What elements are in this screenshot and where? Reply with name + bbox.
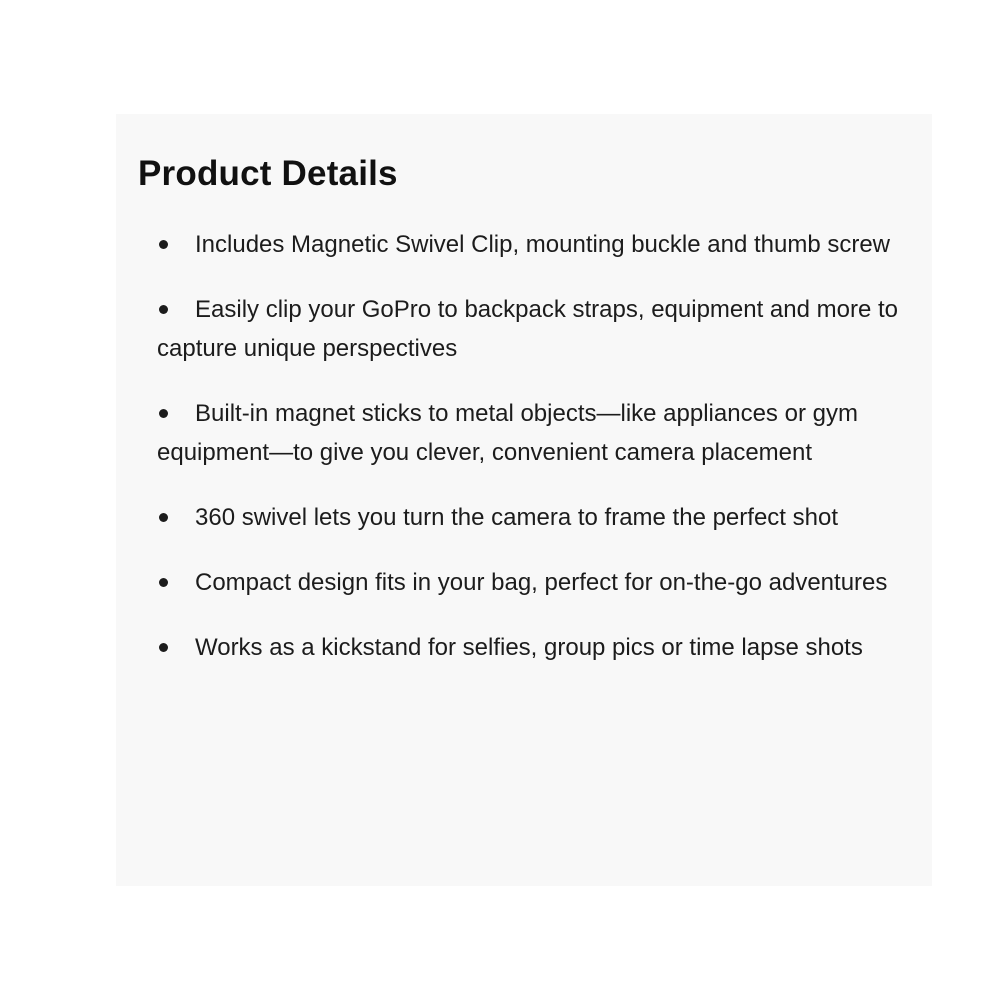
list-item-text: 360 swivel lets you turn the camera to frame the perfect shot — [195, 504, 838, 531]
list-item — [157, 563, 917, 602]
product-details-list — [157, 225, 917, 693]
list-item-text: Includes Magnetic Swivel Clip, mounting buckle and thumb screw — [195, 231, 891, 258]
list-item — [157, 498, 917, 537]
bullet-dot-icon — [159, 643, 168, 652]
product-details-panel — [116, 114, 932, 886]
bullet-dot-icon — [159, 240, 168, 249]
list-item-text: Works as a kickstand for selfies, group pics or time lapse shots — [195, 634, 863, 661]
list-item — [157, 225, 917, 264]
bullet-dot-icon — [159, 409, 168, 418]
list-item — [157, 290, 917, 368]
bullet-dot-icon — [159, 578, 168, 587]
list-item-text: Easily clip your GoPro to backpack straps, equipment and more to capture unique perspectives — [157, 296, 899, 362]
list-item — [157, 394, 917, 472]
list-item-text: Compact design fits in your bag, perfect for on-the-go adventures — [195, 569, 888, 596]
bullet-dot-icon — [159, 513, 168, 522]
list-item — [157, 628, 917, 667]
list-item-text: Built-in magnet sticks to metal objects—like appliances or gym equipment—to give you clever, convenient camera placement — [157, 400, 858, 466]
bullet-dot-icon — [159, 305, 168, 314]
section-title: Product Details — [138, 154, 398, 193]
